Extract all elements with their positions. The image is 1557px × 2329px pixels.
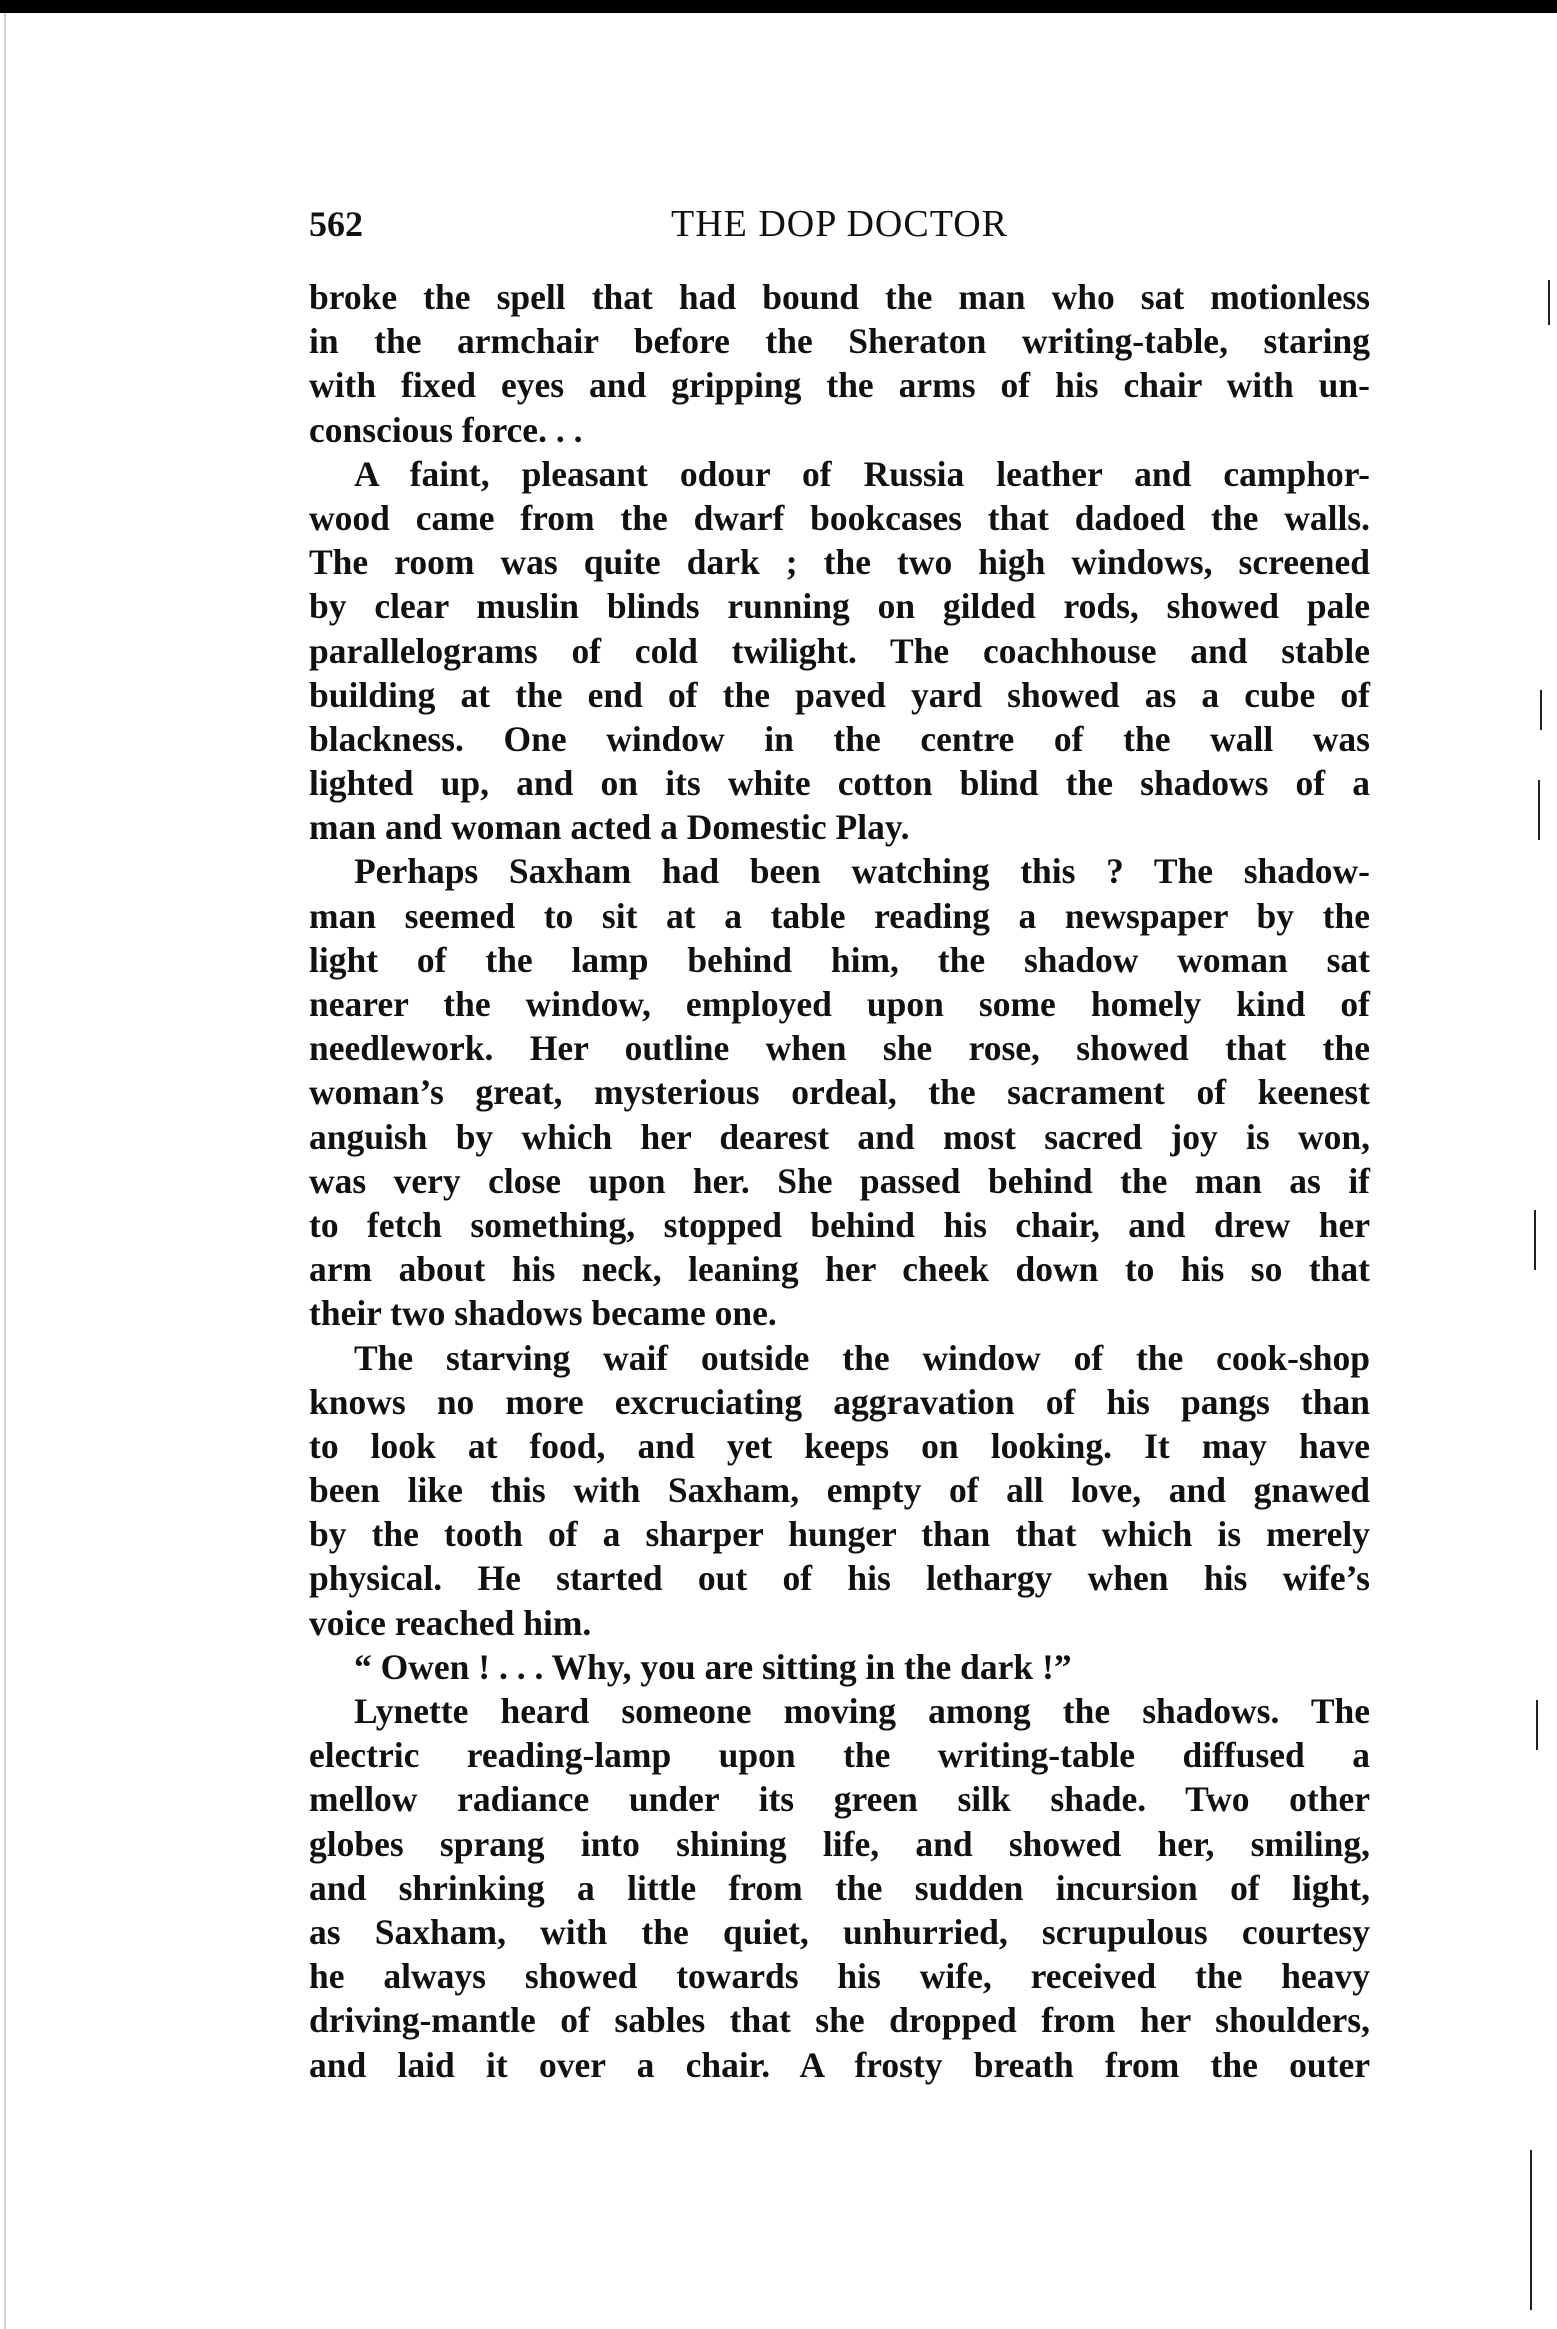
text-line: man seemed to sit at a table reading a newspaper by the: [309, 895, 1370, 936]
text-line: Lynette heard someone moving among the shadows. The: [354, 1691, 1370, 1731]
text-line: knows no more excruciating aggravation of his pangs than: [309, 1381, 1370, 1422]
paragraph: [309, 452, 1370, 850]
scan-top-border: [0, 0, 1557, 13]
page-number: 562: [309, 204, 363, 244]
paragraph: [309, 1336, 1370, 1645]
scan-right-edge-mark: [1548, 280, 1550, 325]
text-line: blackness. One window in the centre of the wall was: [309, 718, 1370, 759]
scan-right-edge-mark: [1538, 780, 1540, 840]
running-title: THE DOP DOCTOR: [670, 203, 1009, 245]
text-line: physical. He started out of his lethargy when his wife’s: [309, 1558, 1370, 1599]
scan-right-edge-mark: [1534, 1210, 1536, 1270]
text-line: light of the lamp behind him, the shadow woman sat: [309, 939, 1370, 980]
text-line: mellow radiance under its green silk shade. Two other: [309, 1779, 1370, 1820]
text-line: The starving waif outside the window of the cook-shop: [354, 1337, 1370, 1378]
text-line: conscious force. . .: [309, 409, 583, 450]
scan-left-edge: [4, 13, 6, 2329]
text-line: voice reached him.: [309, 1602, 592, 1643]
text-line: needlework. Her outline when she rose, showed that the: [309, 1028, 1370, 1069]
text-line: to fetch something, stopped behind his chair, and drew her: [309, 1204, 1370, 1245]
text-line: been like this with Saxham, empty of all love, and gnawed: [309, 1470, 1370, 1511]
text-line: woman’s great, mysterious ordeal, the sacrament of keenest: [309, 1072, 1370, 1113]
text-line: driving-mantle of sables that she dropped from her shoulders,: [309, 2000, 1370, 2041]
text-line: globes sprang into shining life, and showed her, smiling,: [309, 1823, 1370, 1864]
text-line: and laid it over a chair. A frosty breath from the outer: [309, 2044, 1370, 2085]
text-line: electric reading-lamp upon the writing-table diffused a: [309, 1735, 1370, 1776]
text-line: building at the end of the paved yard showed as a cube of: [309, 674, 1370, 715]
text-line: to look at food, and yet keeps on looking. It may have: [309, 1425, 1370, 1466]
text-line: A faint, pleasant odour of Russia leather and camphor-: [354, 453, 1370, 494]
paragraph: [309, 275, 1370, 452]
text-line: and shrinking a little from the sudden incursion of light,: [309, 1867, 1370, 1908]
paragraph: [309, 1645, 1370, 1689]
scan-right-edge-mark: [1530, 2150, 1532, 2310]
page-header: [309, 200, 1370, 248]
paragraph: [309, 849, 1370, 1335]
text-line: in the armchair before the Sheraton writing-table, staring: [309, 321, 1370, 362]
text-line: nearer the window, employed upon some homely kind of: [309, 984, 1370, 1024]
text-line: man and woman acted a Domestic Play.: [309, 807, 910, 848]
text-line: by clear muslin blinds running on gilded rods, showed pale: [309, 586, 1370, 627]
text-line: their two shadows became one.: [309, 1293, 777, 1334]
text-line: wood came from the dwarf bookcases that dadoed the walls.: [309, 497, 1370, 538]
text-line: he always showed towards his wife, received the heavy: [309, 1956, 1370, 1997]
scan-right-edge-mark: [1536, 1700, 1538, 1750]
text-line: lighted up, and on its white cotton blind the shadows of a: [309, 763, 1370, 804]
paragraph: [309, 1689, 1370, 2087]
text-line: The room was quite dark ; the two high windows, screened: [309, 542, 1370, 583]
scan-right-edge-mark: [1540, 690, 1542, 730]
body-text: [309, 275, 1370, 2087]
text-line: as Saxham, with the quiet, unhurried, scrupulous courtesy: [309, 1911, 1370, 1952]
text-line: “ Owen ! . . . Why, you are sitting in the dark !”: [354, 1646, 1072, 1687]
text-line: arm about his neck, leaning her cheek down to his so that: [309, 1249, 1370, 1290]
text-line: parallelograms of cold twilight. The coachhouse and stable: [309, 630, 1370, 671]
text-line: by the tooth of a sharper hunger than that which is merely: [309, 1514, 1370, 1555]
text-line: broke the spell that had bound the man who sat motionless: [309, 277, 1370, 317]
text-line: anguish by which her dearest and most sacred joy is won,: [309, 1116, 1370, 1157]
text-line: with fixed eyes and gripping the arms of his chair with un-: [309, 365, 1370, 406]
text-line: was very close upon her. She passed behind the man as if: [309, 1160, 1370, 1201]
text-line: Perhaps Saxham had been watching this ? The shadow-: [354, 851, 1370, 892]
